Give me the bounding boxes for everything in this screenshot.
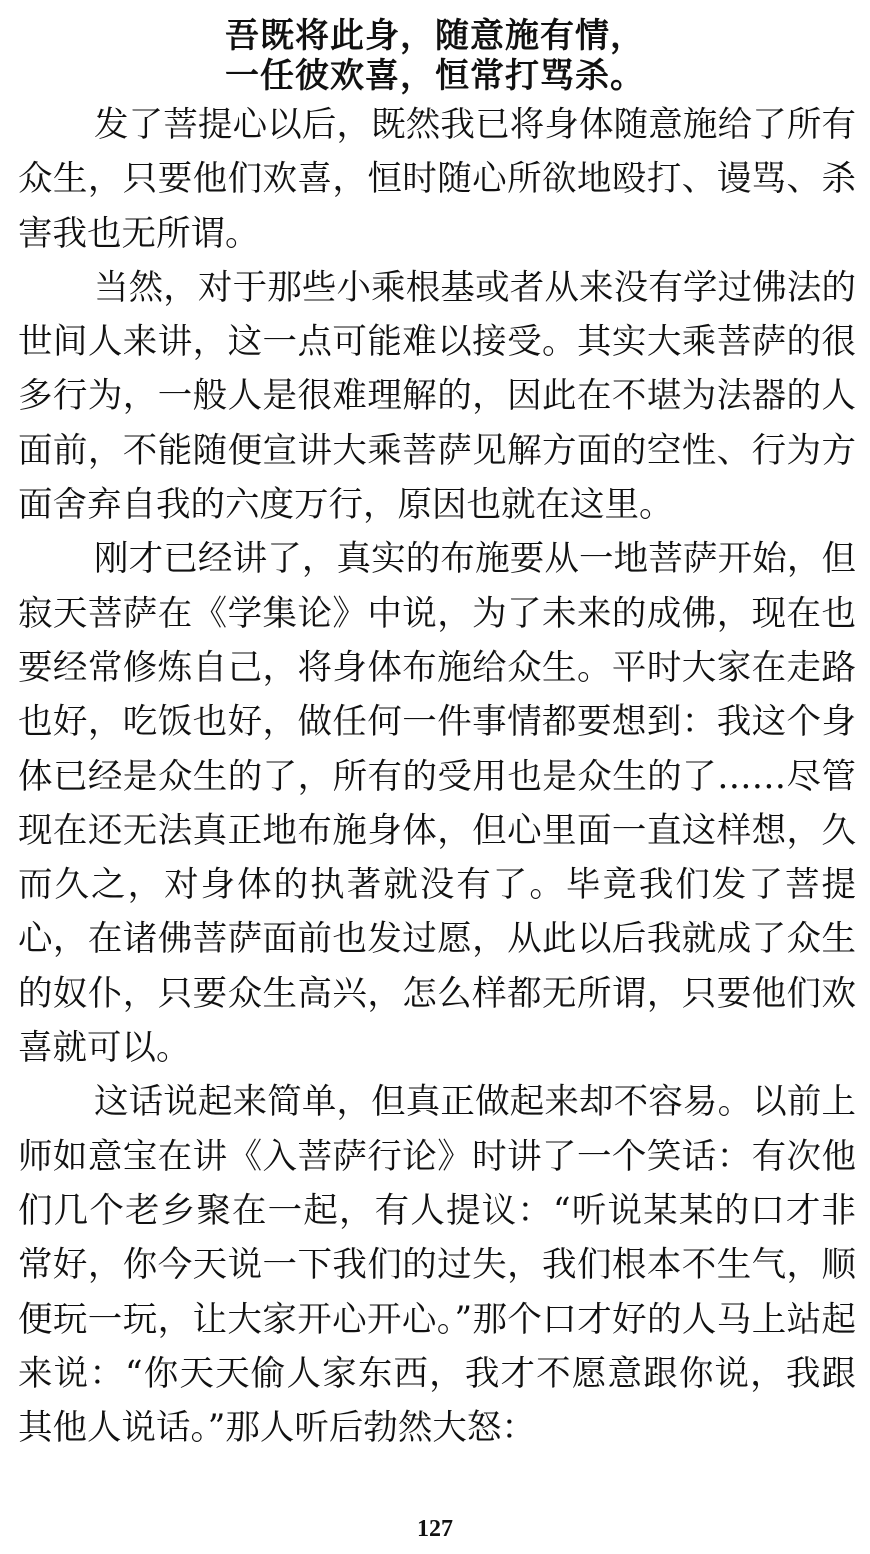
- verse-line-2: 一任彼欢喜，恒常打骂杀。: [225, 56, 645, 96]
- page-number: 127: [417, 1516, 453, 1542]
- paragraph-3: 刚才已经讲了，真实的布施要从一地菩萨开始，但寂天菩萨在《学集论》中说，为了未来的成佛，现在也要经常修炼自己，将身体布施给众生。平时大家在走路也好，吃饭也好，做任何一件事情都要想到：我这个身体已经是众生的了，所有的受用也是众生的了……尽管现在还无法真正地布施身体，但心里面一直这样想，久而久之，对身体的执著就没有了。毕竟我们发了菩提心，在诸佛菩萨面前也发过愿，从此以后我就成了众生的奴仆，只要众生高兴，怎么样都无所谓，只要他们欢喜就可以。: [18, 539, 856, 1069]
- commentary-text: [18, 98, 856, 1455]
- paragraph-2: 当然，对于那些小乘根基或者从来没有学过佛法的世间人来讲，这一点可能难以接受。其实大乘菩萨的很多行为，一般人是很难理解的，因此在不堪为法器的人面前，不能随便宣讲大乘菩萨见解方面的空性、行为方面舍弃自我的六度万行，原因也就在这里。: [18, 267, 856, 526]
- verse-line-1: 吾既将此身，随意施有情，: [225, 16, 645, 56]
- paragraph-1: 发了菩提心以后，既然我已将身体随意施给了所有众生，只要他们欢喜，恒时随心所欲地殴打、谩骂、杀害我也无所谓。: [18, 105, 856, 254]
- paragraph-4: 这话说起来简单，但真正做起来却不容易。以前上师如意宝在讲《入菩萨行论》时讲了一个笑话：有次他们几个老乡聚在一起，有人提议：“听说某某的口才非常好，你今天说一下我们的过失，我们根本不生气，顺便玩一玩，让大家开心开心。”那个口才好的人马上站起来说：“你天天偷人家东西，我才不愿意跟你说，我跟其他人说话。”那人听后勃然大怒：: [18, 1082, 856, 1449]
